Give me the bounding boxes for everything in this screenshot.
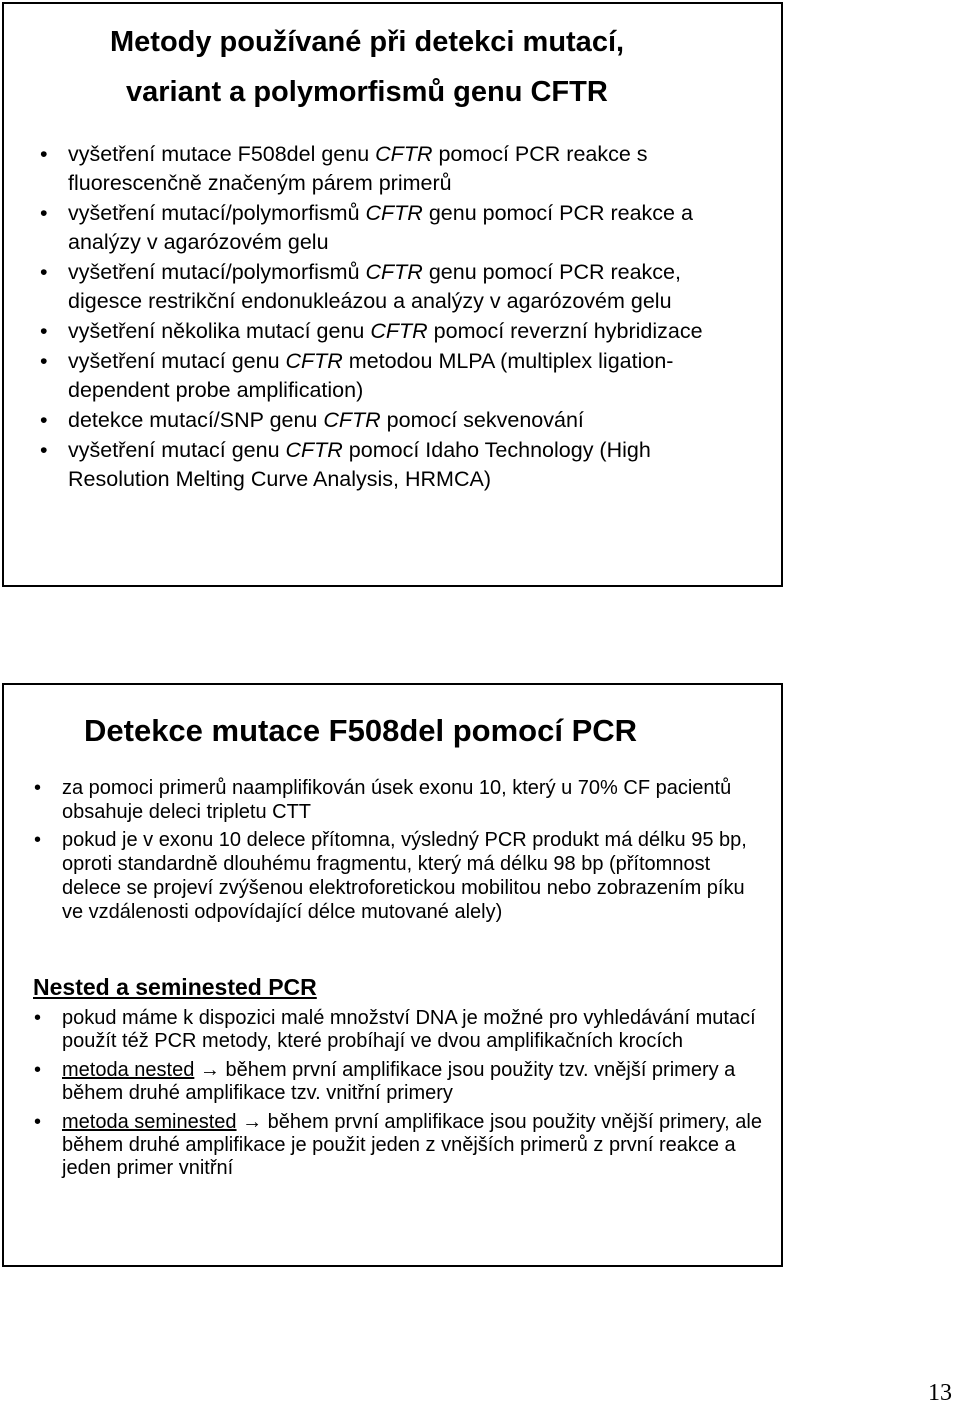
methods-list (40, 140, 758, 495)
bullet-icon: • (40, 201, 48, 225)
nested-pcr-list (34, 1007, 762, 1186)
bullet-icon: • (40, 438, 48, 462)
list-item (40, 436, 758, 494)
method-seminested-term: metoda seminested (62, 1111, 237, 1133)
item-text: pokud je v exonu 10 delece přítomna, výsledný PCR produkt má délku 95 bp, oproti standardně dlouhému fragmentu, který má délku 98 bp (přítomnost delece se projeví zvýšenou elektroforetickou mobilitou nebo zobrazením píku ve vzdálenosti odpovídající délce mutované alely) (62, 829, 747, 923)
bullet-icon: • (40, 319, 48, 343)
bullet-icon: • (34, 1059, 42, 1081)
list-item (40, 317, 758, 346)
item-text: vyšetření mutací/polymorfismů (68, 260, 366, 284)
item-text: detekce mutací/SNP genu (68, 408, 324, 432)
list-item (40, 347, 758, 405)
list-item (34, 776, 762, 824)
gene-name: CFTR (323, 408, 381, 432)
detection-list (34, 776, 762, 928)
bullet-icon: • (34, 1007, 42, 1029)
bullet-icon: • (34, 1111, 42, 1133)
bullet-icon: • (40, 408, 48, 432)
gene-name: CFTR (285, 438, 343, 462)
bullet-icon: • (40, 142, 48, 166)
item-text: pomocí reverzní hybridizace (427, 319, 703, 343)
item-text: pokud máme k dispozici malé množství DNA je možné pro vyhledávání mutací použít též PCR metody, které probíhají ve dvou amplifikačních krocích (62, 1007, 756, 1052)
item-text: pomocí sekvenování (380, 408, 584, 432)
gene-name: CFTR (285, 349, 343, 373)
slide-title-line1: Metody používané při detekci mutací, (110, 26, 625, 58)
list-item (40, 406, 758, 435)
item-text: vyšetření mutací genu (68, 438, 286, 462)
list-item (40, 199, 758, 257)
slide-methods (2, 2, 783, 587)
item-text: genu pomocí PCR reakce, digesce restrikční endonukleázou a analýzy v agarózovém gelu (68, 260, 681, 313)
arrow-right-icon: → (199, 1059, 220, 1081)
page-number: 13 (928, 1380, 952, 1406)
list-item (40, 258, 758, 316)
item-text: vyšetření mutací genu (68, 349, 286, 373)
section-heading: Nested a seminested PCR (33, 974, 317, 1000)
slide-title-line2: variant a polymorfismů genu CFTR (126, 76, 608, 108)
slide-title: Detekce mutace F508del pomocí PCR (84, 713, 638, 748)
item-text: za pomoci primerů naamplifikován úsek exonu 10, který u 70% CF pacientů obsahuje deleci tripletu CTT (62, 777, 732, 823)
bullet-icon: • (40, 349, 48, 373)
list-item (34, 828, 762, 924)
slide-f508del-detection (2, 683, 783, 1267)
item-text: vyšetření několika mutací genu (68, 319, 371, 343)
item-text: pomocí Idaho Technology (High Resolution Melting Curve Analysis, HRMCA) (68, 438, 651, 491)
method-nested-term: metoda nested (62, 1059, 195, 1081)
item-text: vyšetření mutace F508del genu (68, 142, 376, 166)
item-text: během první amplifikace jsou použity vnější primery, ale během druhé amplifikace je použit jeden z vnějších primerů z první reakce a jeden primer vnitřní (62, 1111, 762, 1179)
gene-name: CFTR (365, 260, 423, 284)
gene-name: CFTR (365, 201, 423, 225)
item-text: pomocí PCR reakce s fluorescenčně značeným párem primerů (68, 142, 648, 195)
list-item (34, 1007, 762, 1053)
bullet-icon: • (34, 829, 42, 851)
list-item (34, 1059, 762, 1105)
gene-name: CFTR (370, 319, 428, 343)
gene-name: CFTR (375, 142, 433, 166)
item-text: během první amplifikace jsou použity tzv. vnější primery a během druhé amplifikace tzv. vnitřní primery (62, 1059, 736, 1104)
item-text: genu pomocí PCR reakce a analýzy v agarózovém gelu (68, 201, 693, 254)
bullet-icon: • (34, 777, 42, 799)
item-text: metodou MLPA (multiplex ligation-dependent probe amplification) (68, 349, 674, 402)
item-text: vyšetření mutací/polymorfismů (68, 201, 366, 225)
list-item (40, 140, 758, 198)
list-item (34, 1111, 762, 1180)
arrow-right-icon: → (242, 1111, 263, 1133)
bullet-icon: • (40, 260, 48, 284)
